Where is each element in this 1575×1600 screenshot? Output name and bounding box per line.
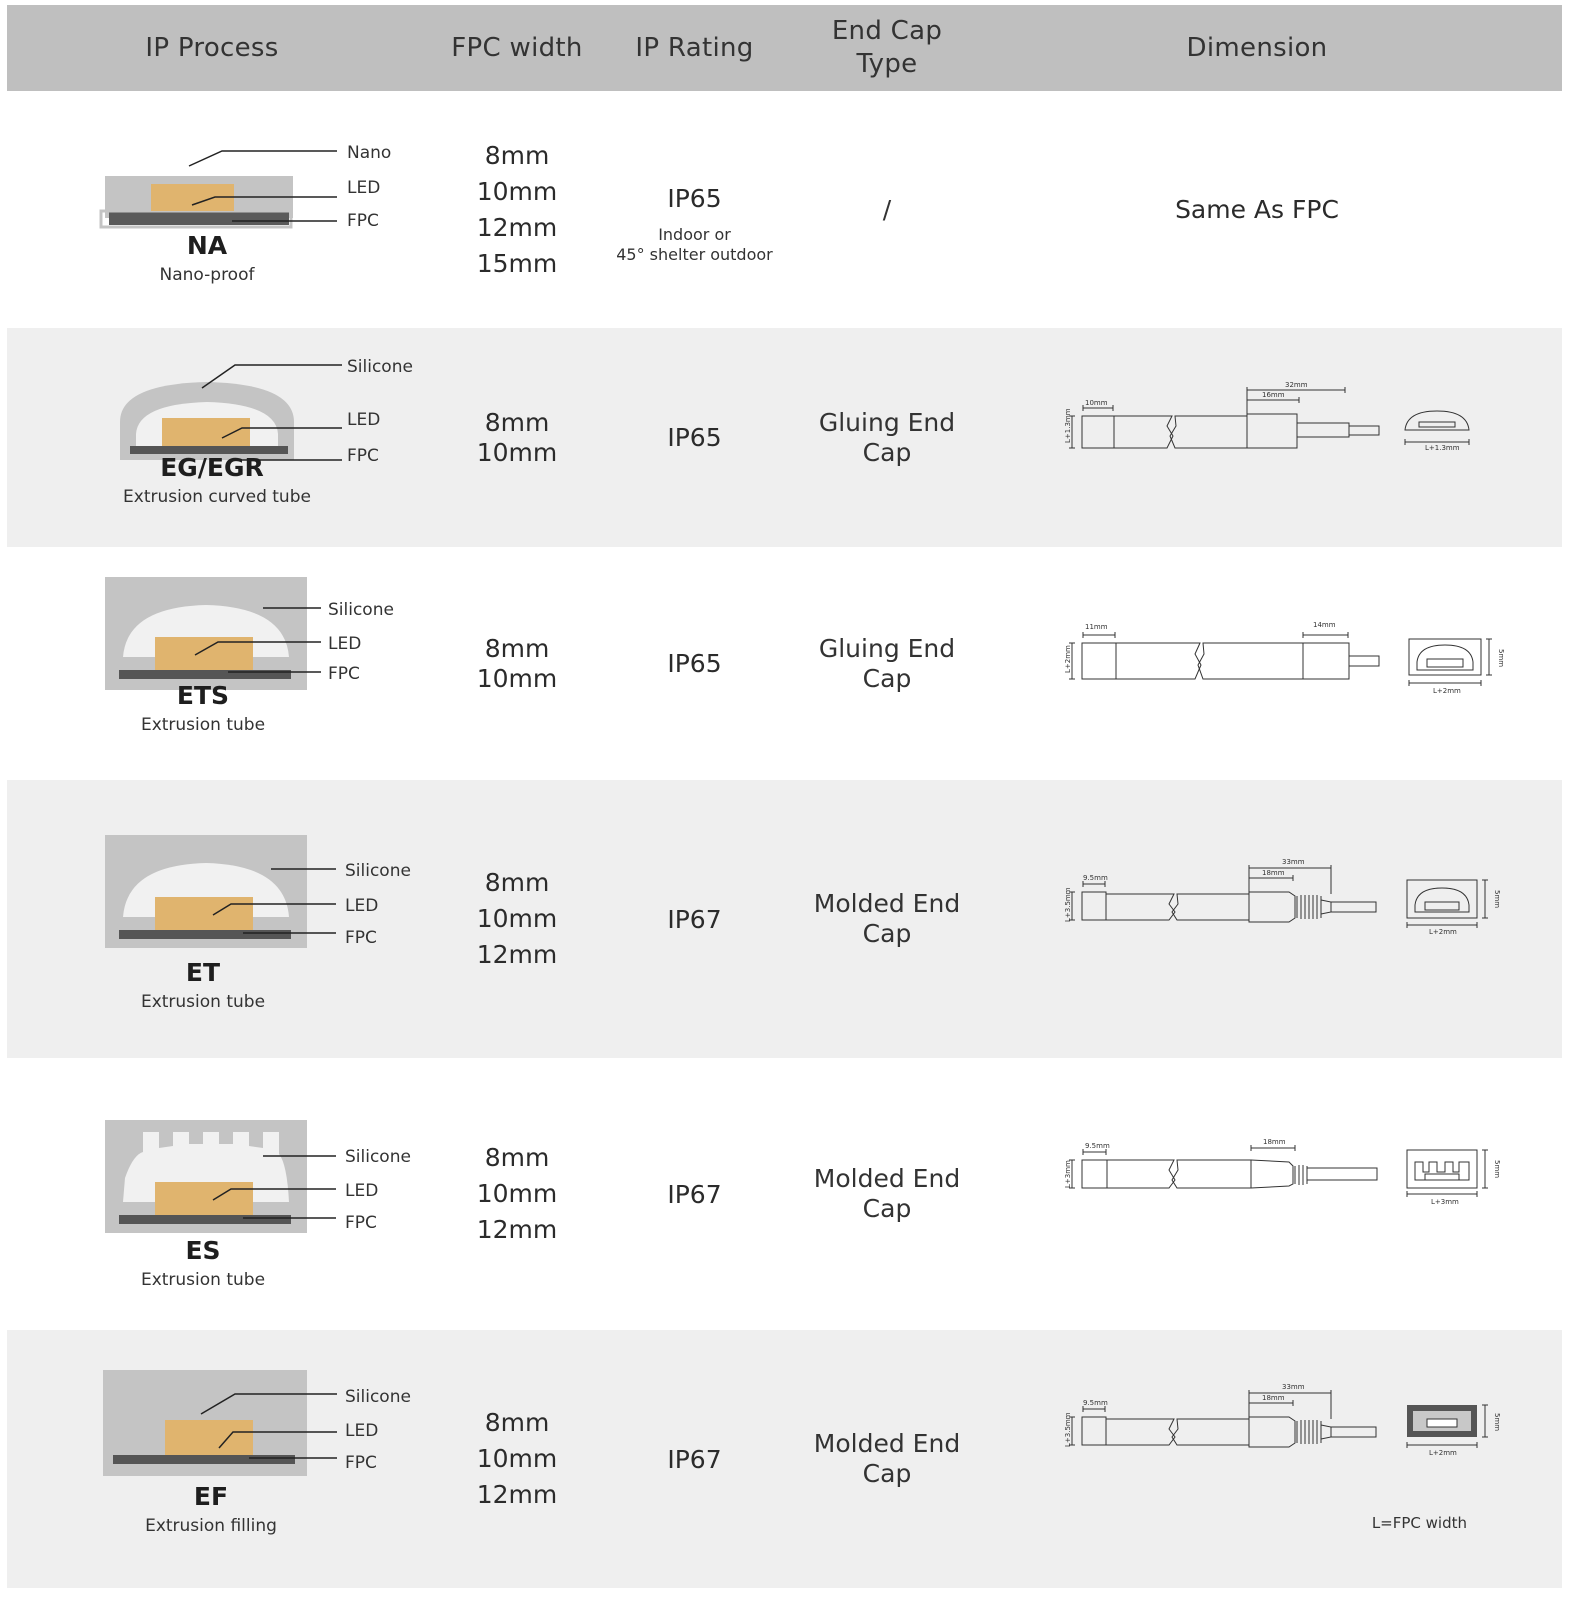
- dim-label: 18mm: [1262, 869, 1285, 877]
- fpc-width-value: 8mm: [484, 407, 550, 437]
- fpc-width-value: 10mm: [476, 663, 558, 693]
- table-row-ets: [7, 547, 1562, 780]
- fpc-width-value: 10mm: [476, 1179, 558, 1208]
- process-code: ETS: [176, 681, 230, 710]
- dim-label: L+1.3mm: [1425, 444, 1460, 452]
- header-ip-process: IP Process: [145, 32, 279, 63]
- dim-label: L+3.5mm: [1064, 1412, 1072, 1447]
- es-cross-section-diagram: [103, 1120, 433, 1240]
- end-cap-type: [797, 328, 977, 547]
- header-fpc-width: FPC width: [451, 32, 583, 63]
- fpc-width-list: [427, 328, 607, 547]
- fpc-width-list: [427, 1330, 607, 1588]
- dim-label: L+2mm: [1433, 687, 1461, 695]
- end-cap-type: [797, 1058, 977, 1330]
- dim-label: L+3mm: [1431, 1198, 1459, 1206]
- label-nano: Nano: [347, 143, 392, 163]
- process-code: EG/EGR: [160, 453, 264, 482]
- dim-label: 5mm: [1493, 1413, 1501, 1432]
- process-subtitle: Extrusion filling: [145, 1516, 277, 1536]
- process-code: EF: [193, 1482, 229, 1511]
- label-led: LED: [347, 410, 381, 430]
- dim-label: L+2mm: [1429, 1449, 1457, 1457]
- ets-dimension-drawing: [1064, 607, 1517, 707]
- label-led: LED: [328, 634, 362, 654]
- label-silicone: Silicone: [347, 357, 413, 377]
- table-row-na: [7, 91, 1562, 328]
- dim-label: 33mm: [1282, 858, 1305, 866]
- end-cap-type: [797, 547, 977, 780]
- ip-rating-value: IP65: [667, 423, 722, 452]
- label-fpc: FPC: [347, 446, 379, 466]
- header-end-cap-line1: End Cap: [831, 16, 943, 46]
- ip-rating-value: IP67: [667, 1179, 722, 1209]
- end-cap-line: Molded End: [813, 1429, 961, 1458]
- end-cap-line: Gluing End: [818, 633, 956, 663]
- end-cap-line: Cap: [862, 1459, 912, 1488]
- end-cap-line: Gluing End: [818, 407, 956, 437]
- process-subtitle: Nano-proof: [159, 265, 255, 285]
- fpc-width-value: 8mm: [484, 868, 550, 897]
- label-led: LED: [347, 178, 381, 198]
- es-dimension-drawing: [1064, 1118, 1517, 1218]
- process-subtitle: Extrusion curved tube: [123, 487, 311, 507]
- table-row-eg-egr: [7, 328, 1562, 547]
- dimension-text: Same As FPC: [1175, 195, 1339, 224]
- dim-label: 16mm: [1262, 391, 1285, 399]
- dim-label: 9.5mm: [1085, 1142, 1110, 1150]
- fpc-width-value: 10mm: [476, 176, 558, 206]
- dim-label: 9.5mm: [1083, 874, 1108, 882]
- end-cap-line: Molded End: [813, 889, 961, 918]
- fpc-width-value: 8mm: [484, 633, 550, 663]
- fpc-width-value: 12mm: [476, 1215, 558, 1244]
- end-cap-line: Cap: [862, 1194, 912, 1223]
- ef-dimension-drawing: [1064, 1375, 1517, 1475]
- ef-cross-section-diagram: [101, 1370, 431, 1490]
- footnote: L=FPC width: [1371, 1514, 1467, 1532]
- end-cap-line: Cap: [862, 919, 912, 948]
- end-cap-type: [797, 91, 977, 328]
- end-cap-type: [797, 780, 977, 1058]
- fpc-width-value: 12mm: [476, 1480, 558, 1509]
- process-subtitle: Extrusion tube: [140, 715, 266, 735]
- label-silicone: Silicone: [345, 1147, 411, 1167]
- ip-rating-value: IP65: [667, 184, 722, 213]
- label-fpc: FPC: [345, 1213, 377, 1233]
- label-led: LED: [345, 1181, 379, 1201]
- fpc-width-value: 10mm: [476, 1444, 558, 1473]
- header-end-cap-line2: Type: [856, 49, 918, 79]
- ip-rating-value: IP65: [667, 649, 722, 678]
- header-ip-rating: IP Rating: [635, 32, 754, 63]
- process-code: ET: [185, 958, 221, 987]
- dim-label: L+1.3mm: [1064, 408, 1072, 443]
- dim-label: L+3.5mm: [1064, 887, 1072, 922]
- label-led: LED: [345, 896, 379, 916]
- et-cross-section-diagram: [103, 835, 433, 955]
- fpc-width-value: 10mm: [476, 904, 558, 933]
- label-led: LED: [345, 1421, 379, 1441]
- fpc-width-list: [427, 547, 607, 780]
- ip-rating-value: IP67: [667, 1444, 722, 1474]
- fpc-width-list: [427, 1058, 607, 1330]
- fpc-width-list: [427, 780, 607, 1058]
- dim-label: 5mm: [1493, 1160, 1501, 1179]
- dim-label: 5mm: [1493, 890, 1501, 909]
- label-fpc: FPC: [347, 211, 379, 231]
- table-header: [7, 5, 1562, 91]
- table-row-ef: [7, 1330, 1562, 1588]
- dim-label: 11mm: [1085, 623, 1108, 631]
- fpc-width-value: 10mm: [476, 437, 558, 467]
- dim-label: 18mm: [1262, 1394, 1285, 1402]
- ip-rating-cell: [607, 91, 782, 328]
- ets-cross-section-diagram: [103, 577, 433, 697]
- process-code: NA: [186, 231, 228, 260]
- end-cap-line: /: [882, 194, 892, 224]
- dim-label: L+3mm: [1064, 1160, 1072, 1188]
- process-code: ES: [185, 1236, 221, 1265]
- label-silicone: Silicone: [328, 600, 394, 620]
- dim-label: 33mm: [1282, 1383, 1305, 1391]
- dim-label: L+2mm: [1064, 645, 1072, 673]
- et-dimension-drawing: [1064, 850, 1517, 950]
- end-cap-line: Cap: [862, 663, 912, 693]
- header-end-cap-type: [797, 5, 977, 91]
- ip-rating-value: IP67: [667, 904, 722, 934]
- end-cap-line: Molded End: [813, 1164, 961, 1193]
- fpc-width-value: 12mm: [476, 212, 558, 242]
- process-subtitle: Extrusion tube: [140, 992, 266, 1012]
- na-cross-section-diagram: [97, 139, 437, 239]
- header-dimension: Dimension: [1186, 32, 1328, 63]
- process-subtitle: Extrusion tube: [140, 1270, 266, 1290]
- dim-label: 18mm: [1263, 1138, 1286, 1146]
- label-silicone: Silicone: [345, 861, 411, 881]
- dim-label: 14mm: [1313, 621, 1336, 629]
- table-row-es: [7, 1058, 1562, 1330]
- fpc-width-value: 8mm: [484, 140, 550, 170]
- label-fpc: FPC: [345, 1453, 377, 1473]
- fpc-width-value: 8mm: [484, 1143, 550, 1172]
- label-silicone: Silicone: [345, 1387, 411, 1407]
- label-fpc: FPC: [328, 664, 360, 684]
- fpc-width-value: 12mm: [476, 940, 558, 969]
- fpc-width-value: 15mm: [476, 248, 558, 278]
- dim-label: L+2mm: [1429, 928, 1457, 936]
- eg-dimension-drawing: [1064, 378, 1517, 478]
- table-row-et: [7, 780, 1562, 1058]
- end-cap-type: [797, 1330, 977, 1588]
- dim-label: 5mm: [1497, 649, 1505, 668]
- label-fpc: FPC: [345, 928, 377, 948]
- ip-rating-note: Indoor or: [658, 225, 731, 244]
- dim-label: 9.5mm: [1083, 1399, 1108, 1407]
- dim-label: 32mm: [1285, 381, 1308, 389]
- fpc-width-list: [427, 91, 607, 328]
- end-cap-line: Cap: [862, 437, 912, 467]
- fpc-width-value: 8mm: [484, 1408, 550, 1437]
- ip-rating-note: 45° shelter outdoor: [616, 245, 773, 264]
- dim-label: 10mm: [1085, 399, 1108, 407]
